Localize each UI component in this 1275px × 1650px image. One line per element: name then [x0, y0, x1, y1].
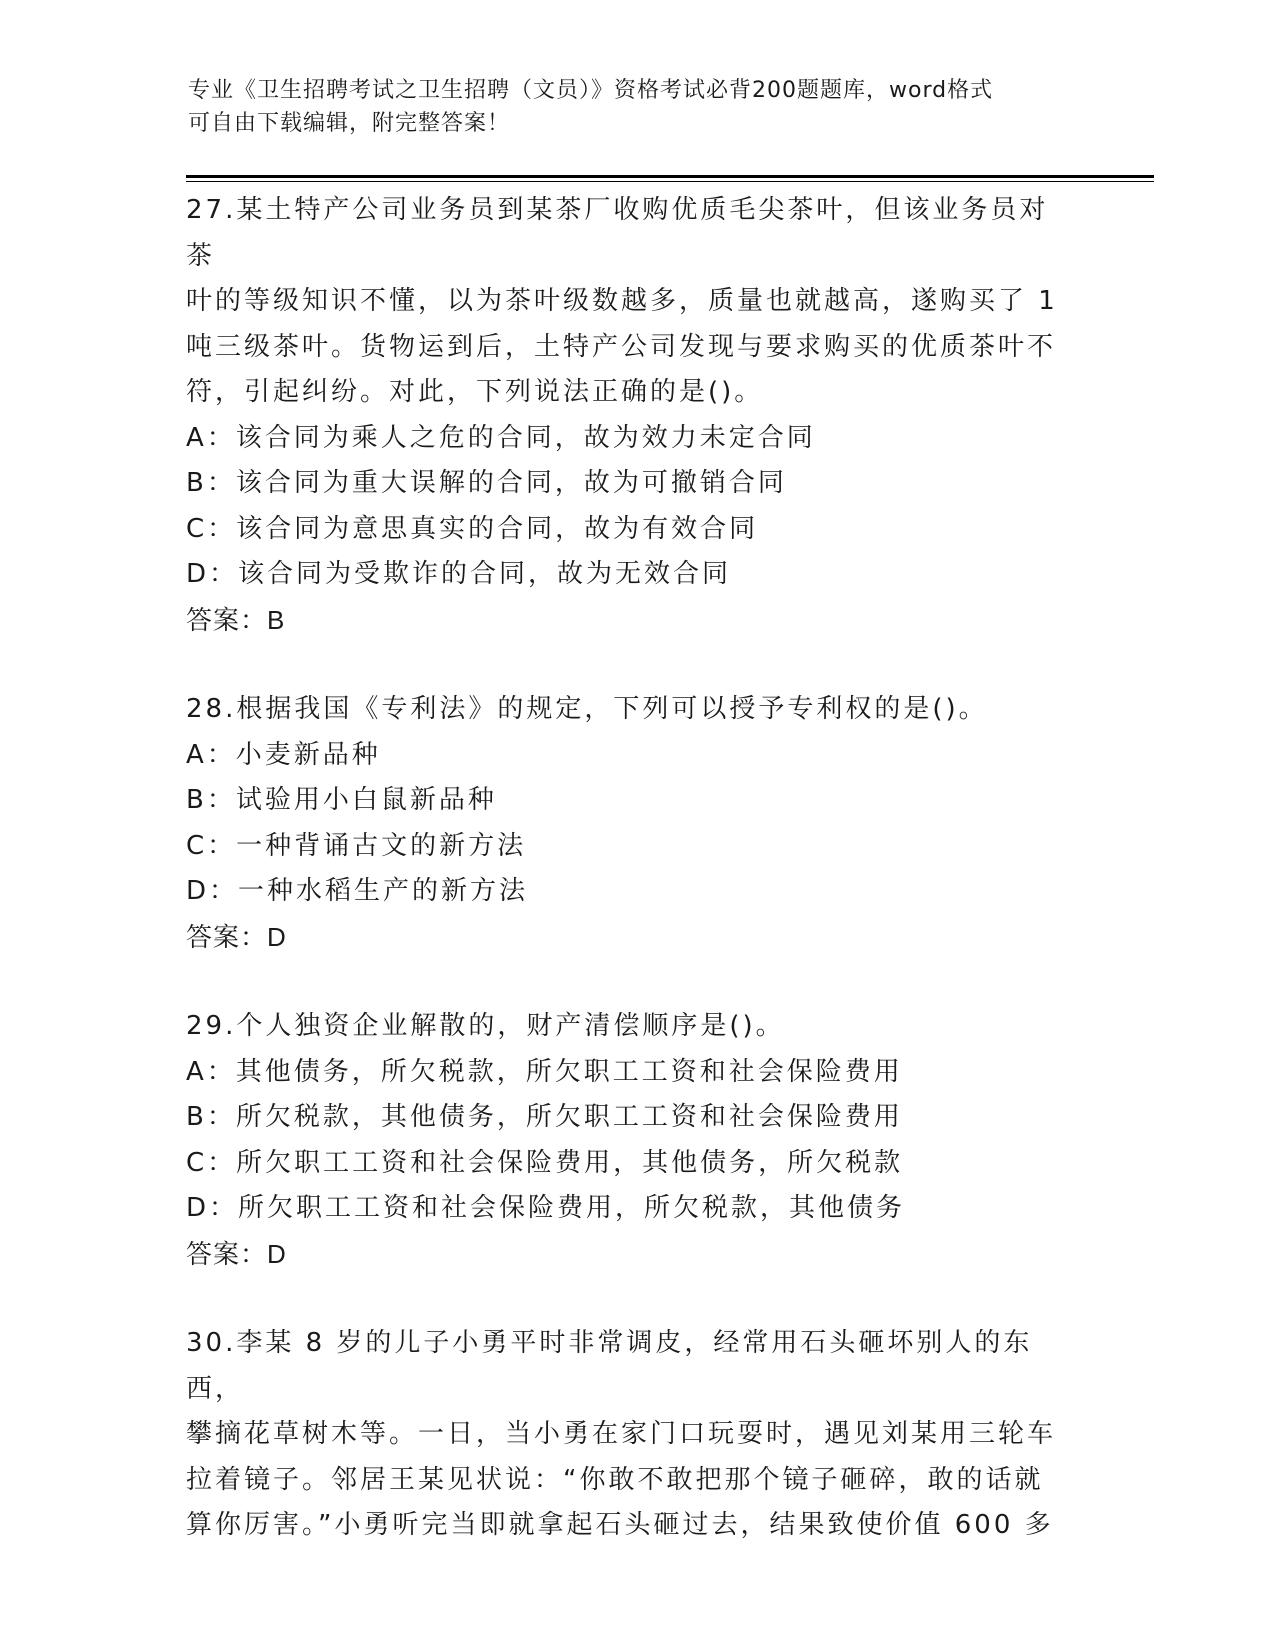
document-header — [188, 74, 1068, 140]
option-b: B：所欠税款，其他债务，所欠职工工资和社会保险费用 — [186, 1102, 903, 1132]
question-30 — [186, 1321, 1066, 1549]
question-29 — [186, 1004, 1066, 1277]
header-divider-thick — [186, 175, 1154, 178]
answer-line: 答案：D — [186, 1238, 287, 1269]
question-stem-line: 叶的等级知识不懂，以为茶叶级数越多，质量也就越高，遂购买了 1 — [186, 286, 1058, 316]
header-line-1: 专业《卫生招聘考试之卫生招聘（文员）》资格考试必背200题题库，word格式 — [188, 78, 994, 103]
question-stem-line: 29.个人独资企业解散的，财产清偿顺序是()。 — [186, 1011, 785, 1041]
header-divider-thin — [186, 181, 1154, 182]
question-stem-line: 算你厉害。”小勇听完当即就拿起石头砸过去，结果致使价值 600 多 — [186, 1510, 1054, 1540]
question-stem-line: 30.李某 8 岁的儿子小勇平时非常调皮，经常用石头砸坏别人的东西， — [186, 1328, 1033, 1404]
question-list — [186, 188, 1066, 1549]
question-stem-line: 拉着镜子。邻居王某见状说：“你敢不敢把那个镜子砸碎，敢的话就 — [186, 1464, 1044, 1495]
question-spacer — [186, 1277, 1066, 1321]
question-stem-line: 27.某土特产公司业务员到某茶厂收购优质毛尖茶叶，但该业务员对茶 — [186, 195, 1049, 271]
option-b: B：该合同为重大误解的合同，故为可撤销合同 — [186, 468, 787, 498]
option-c: C：该合同为意思真实的合同，故为有效合同 — [186, 513, 759, 544]
answer-line: 答案：B — [186, 604, 286, 635]
option-a: A：该合同为乘人之危的合同，故为效力未定合同 — [186, 422, 816, 453]
question-stem-line: 攀摘花草树木等。一日，当小勇在家门口玩耍时，遇见刘某用三轮车 — [186, 1419, 1057, 1449]
option-d: D：该合同为受欺诈的合同，故为无效合同 — [186, 559, 732, 589]
answer-line: 答案：D — [186, 921, 287, 952]
question-stem-line: 吨三级茶叶。货物运到后，土特产公司发现与要求购买的优质茶叶不 — [186, 331, 1057, 362]
option-a: A：其他债务，所欠税款，所欠职工工资和社会保险费用 — [186, 1056, 903, 1087]
option-b: B：试验用小白鼠新品种 — [186, 785, 497, 815]
option-c: C：所欠职工工资和社会保险费用，其他债务，所欠税款 — [186, 1147, 904, 1178]
question-spacer — [186, 960, 1066, 1004]
header-line-2: 可自由下载编辑，附完整答案！ — [188, 111, 511, 136]
question-28 — [186, 687, 1066, 960]
option-d: D：所欠职工工资和社会保险费用，所欠税款，其他债务 — [186, 1193, 906, 1223]
question-spacer — [186, 643, 1066, 687]
option-c: C：一种背诵古文的新方法 — [186, 830, 527, 861]
option-a: A：小麦新品种 — [186, 739, 381, 770]
option-d: D：一种水稻生产的新方法 — [186, 876, 529, 906]
question-stem-line: 符，引起纠纷。对此，下列说法正确的是()。 — [186, 377, 764, 407]
question-27 — [186, 188, 1066, 643]
question-stem-line: 28.根据我国《专利法》的规定，下列可以授予专利权的是()。 — [186, 694, 988, 724]
